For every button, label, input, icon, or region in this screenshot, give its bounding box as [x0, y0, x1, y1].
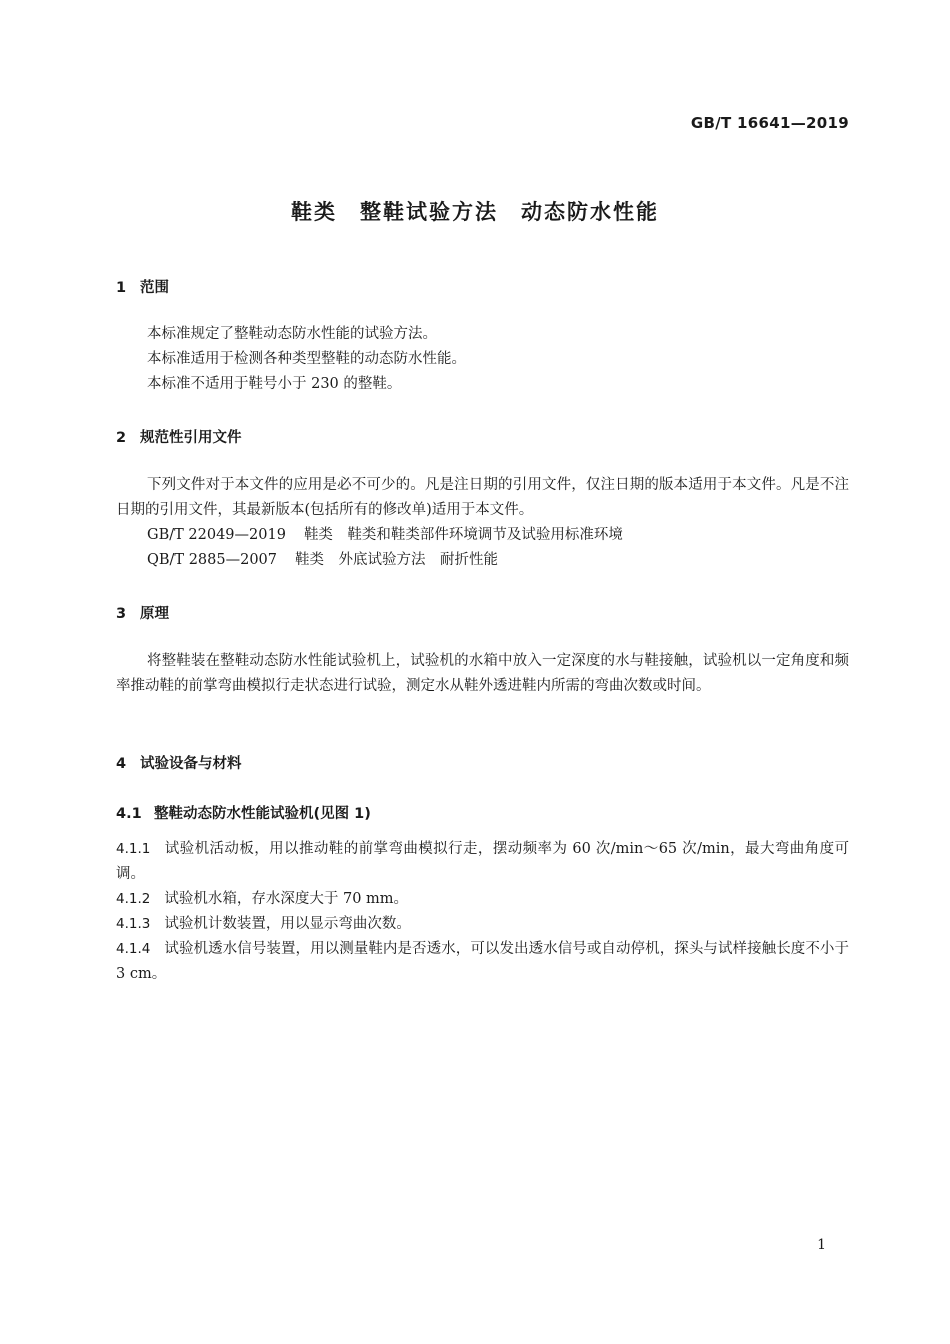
scope-line-3: 本标准不适用于鞋号小于 230 的整鞋。: [147, 376, 402, 392]
section-title: 原理: [140, 606, 169, 622]
section-3-heading: [116, 602, 169, 623]
subsection-4-1-heading: [116, 802, 371, 823]
clause-number: 4.1.3: [116, 916, 151, 932]
reference-item: [147, 548, 498, 573]
clause-text: 试验机计数装置，用以显示弯曲次数。: [164, 916, 411, 932]
section-1-heading: [116, 276, 169, 297]
section-number: 4: [116, 756, 127, 772]
section-2-heading: [116, 426, 242, 447]
section-title: 范围: [140, 280, 169, 296]
clause-4-1-1: [116, 837, 849, 887]
section-number: 2: [116, 430, 127, 446]
section-title: 规范性引用文件: [140, 430, 242, 446]
clause-4-1-2: [116, 887, 849, 912]
clause-text: 试验机活动板，用以推动鞋的前掌弯曲模拟行走，摆动频率为 60 次/min～65 次/min，最大弯曲角度可调。: [116, 841, 849, 882]
reference-code: GB/T 22049—2019: [147, 527, 286, 543]
section-number: 3: [116, 606, 127, 622]
page-number: 1: [817, 1237, 826, 1253]
reference-code: QB/T 2885—2007: [147, 552, 278, 568]
standard-code: GB/T 16641—2019: [690, 114, 849, 132]
subsection-title: 整鞋动态防水性能试验机(见图 1): [154, 806, 371, 822]
section-4-heading: [116, 752, 242, 773]
reference-title: 鞋类 鞋类和鞋类部件环境调节及试验用标准环境: [303, 527, 623, 543]
clause-4-1-4: [116, 937, 849, 987]
reference-item: [147, 523, 623, 548]
clause-text: 试验机透水信号装置，用以测量鞋内是否透水，可以发出透水信号或自动停机，探头与试样接触长度不小于 3 cm。: [116, 941, 849, 982]
principle-paragraph: 将整鞋装在整鞋动态防水性能试验机上，试验机的水箱中放入一定深度的水与鞋接触，试验机以一定角度和频率推动鞋的前掌弯曲模拟行走状态进行试验，测定水从鞋外透进鞋内所需的弯曲次数或时间。: [116, 653, 849, 694]
scope-line-1: 本标准规定了整鞋动态防水性能的试验方法。: [147, 326, 437, 342]
clause-4-1-3: [116, 912, 849, 937]
subsection-number: 4.1: [116, 806, 142, 822]
reference-title: 鞋类 外底试验方法 耐折性能: [295, 552, 499, 568]
scope-line-2: 本标准适用于检测各种类型整鞋的动态防水性能。: [147, 351, 466, 367]
section-title: 试验设备与材料: [140, 756, 242, 772]
normative-references-intro: 下列文件对于本文件的应用是必不可少的。凡是注日期的引用文件，仅注日期的版本适用于本文件。凡是不注日期的引用文件，其最新版本(包括所有的修改单)适用于本文件。: [116, 477, 849, 518]
clause-number: 4.1.4: [116, 941, 151, 957]
document-title: 鞋类 整鞋试验方法 动态防水性能: [291, 200, 659, 224]
section-number: 1: [116, 280, 127, 296]
clause-number: 4.1.2: [116, 891, 151, 907]
clause-number: 4.1.1: [116, 841, 151, 857]
clause-text: 试验机水箱，存水深度大于 70 mm。: [164, 891, 409, 907]
